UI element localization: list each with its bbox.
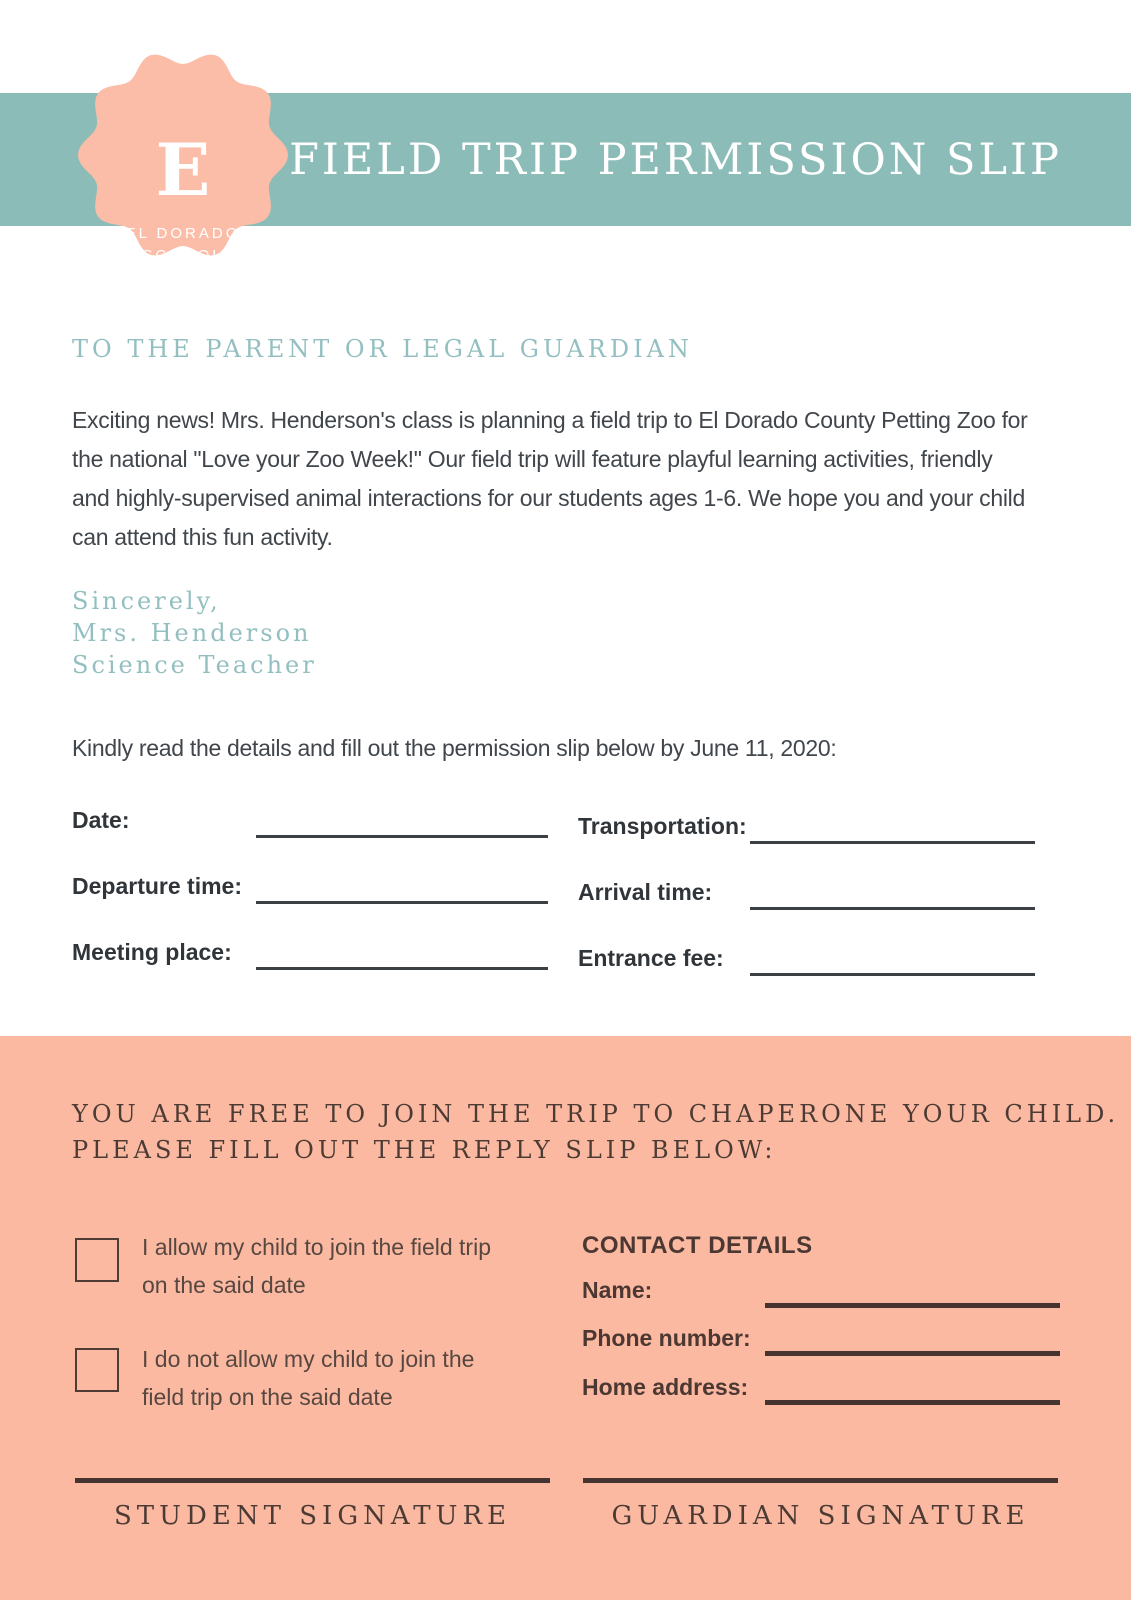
teacher-role: Science Teacher bbox=[72, 651, 317, 679]
guardian-signature-block bbox=[583, 1478, 1058, 1531]
meeting-place-input-line[interactable] bbox=[256, 967, 548, 970]
departure-time-label: Departure time: bbox=[72, 873, 242, 899]
do-not-allow-checkbox[interactable] bbox=[75, 1348, 119, 1392]
home-address-input-line[interactable] bbox=[765, 1400, 1060, 1405]
entrance-fee-label: Entrance fee: bbox=[578, 945, 724, 971]
guardian-signature-line[interactable] bbox=[583, 1478, 1058, 1483]
do-not-allow-option-label: I do not allow my child to join the field trip on the said date bbox=[142, 1346, 475, 1410]
date-label: Date: bbox=[72, 807, 130, 833]
deadline-instruction: Kindly read the details and fill out the permission slip below by June 11, 2020: bbox=[72, 735, 837, 761]
allow-option-label: I allow my child to join the field trip on the said date bbox=[142, 1234, 491, 1298]
header-title-wrap bbox=[289, 93, 1062, 226]
phone-number-input-line[interactable] bbox=[765, 1351, 1060, 1356]
letter-body-line: Exciting news! Mrs. Henderson's class is planning a field trip to El Dorado County Petting Zoo for bbox=[72, 407, 1028, 433]
entrance-fee-input-line[interactable] bbox=[750, 973, 1035, 976]
meeting-place-label: Meeting place: bbox=[72, 939, 232, 965]
contact-row-home-address bbox=[582, 1371, 1060, 1405]
field-row-departure-time bbox=[72, 870, 548, 904]
student-signature-line[interactable] bbox=[75, 1478, 550, 1483]
school-name-line1: EL DORADO bbox=[125, 225, 241, 242]
field-row-entrance-fee bbox=[578, 942, 1035, 976]
letter-body bbox=[72, 401, 1052, 557]
field-row-meeting-place bbox=[72, 936, 548, 970]
field-row-arrival-time bbox=[578, 876, 1035, 910]
closing-word: Sincerely, bbox=[72, 587, 221, 615]
contact-row-phone bbox=[582, 1322, 1060, 1356]
school-logo-badge bbox=[76, 48, 290, 262]
transportation-label: Transportation: bbox=[578, 813, 747, 839]
school-logo-initial: E bbox=[155, 127, 211, 212]
name-input-line[interactable] bbox=[765, 1303, 1060, 1308]
letter-body-line: the national "Love your Zoo Week!" Our field trip will feature playful learning activities, friendly bbox=[72, 446, 993, 472]
student-signature-label: STUDENT SIGNATURE bbox=[113, 1501, 511, 1531]
arrival-time-input-line[interactable] bbox=[750, 907, 1035, 910]
letter-body-line: and highly-supervised animal interactions for our students ages 1-6. We hope you and your child bbox=[72, 485, 1025, 511]
phone-number-label: Phone number: bbox=[582, 1325, 751, 1351]
teacher-name: Mrs. Henderson bbox=[72, 619, 312, 647]
allow-checkbox[interactable] bbox=[75, 1238, 119, 1282]
contact-details-heading: CONTACT DETAILS bbox=[582, 1232, 813, 1259]
contact-row-name bbox=[582, 1274, 1060, 1308]
arrival-time-label: Arrival time: bbox=[578, 879, 713, 905]
guardian-signature-label: GUARDIAN SIGNATURE bbox=[611, 1501, 1030, 1531]
salutation-heading: TO THE PARENT OR LEGAL GUARDIAN bbox=[72, 335, 693, 363]
departure-time-input-line[interactable] bbox=[256, 901, 548, 904]
letter-body-line: can attend this fun activity. bbox=[72, 524, 333, 550]
home-address-label: Home address: bbox=[582, 1374, 749, 1400]
field-row-transportation bbox=[578, 810, 1035, 844]
reply-heading-line1: YOU ARE FREE TO JOIN THE TRIP TO CHAPERONE YOUR CHILD. bbox=[72, 1100, 1120, 1128]
name-label: Name: bbox=[582, 1277, 653, 1303]
school-name-line2: SCHOOL bbox=[142, 247, 224, 264]
student-signature-block bbox=[75, 1478, 550, 1531]
page-title: FIELD TRIP PERMISSION SLIP bbox=[289, 134, 1062, 185]
transportation-input-line[interactable] bbox=[750, 841, 1035, 844]
letter-closing bbox=[72, 585, 317, 681]
field-row-date bbox=[72, 804, 548, 838]
date-input-line[interactable] bbox=[256, 835, 548, 838]
reply-heading-line2: PLEASE FILL OUT THE REPLY SLIP BELOW: bbox=[72, 1136, 777, 1164]
